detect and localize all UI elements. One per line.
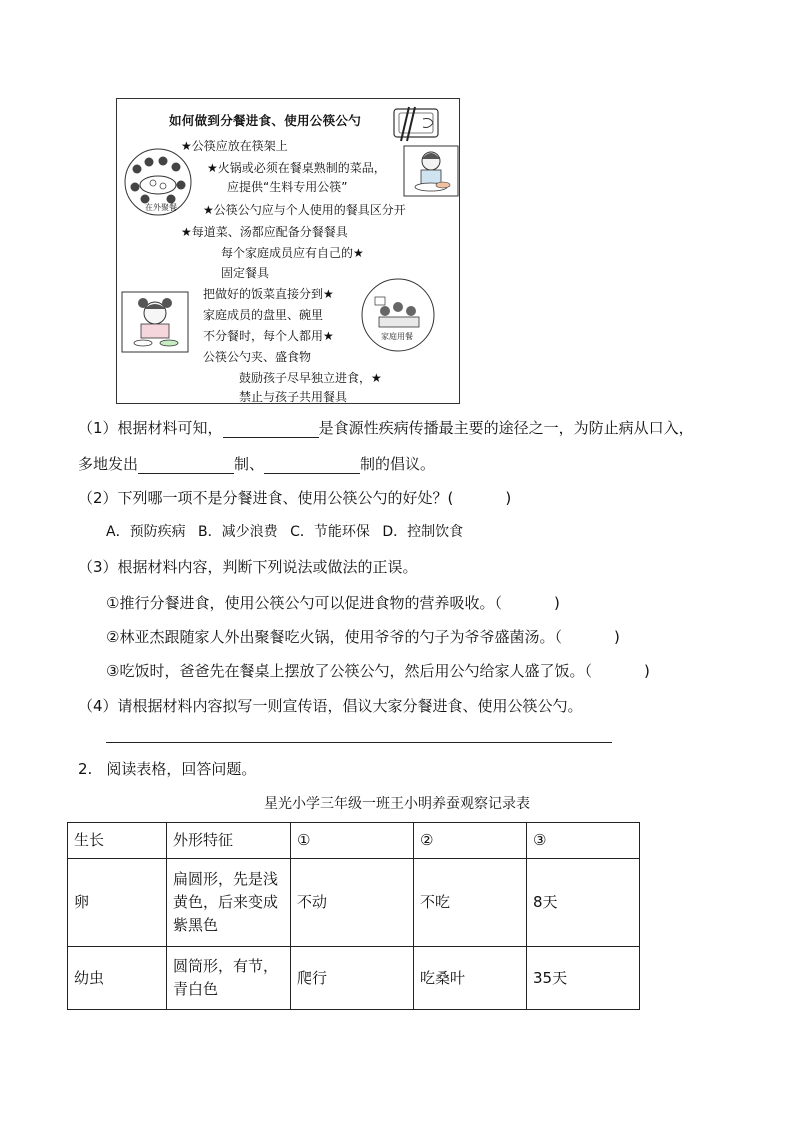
caption-eating-out: 在外聚餐 [145,203,177,212]
poster-line: ★公筷公勺应与个人使用的餐具区分开 [203,203,406,217]
poster-line: 鼓励孩子尽早独立进食，★ [239,371,382,385]
question-3-item-3: ③吃饭时，爸爸先在餐桌上摆放了公筷公勺，然后用公勺给家人盛了饭。（ ) [106,662,650,680]
question-3: （3）根据材料内容，判断下列说法或做法的正误。 [78,558,418,576]
question-2-options [106,521,463,541]
family-dining-illustration [359,277,437,353]
table-header-cell: ② [414,823,527,859]
table-cell: 不吃 [414,859,527,947]
option-b[interactable]: B．减少浪费 [198,524,278,540]
poster-line: ★每道菜、汤都应配备分餐餐具 [181,225,348,239]
answer-blank[interactable] [223,422,319,438]
table-cell: 扁圆形，先是浅黄色，后来变成紫黑色 [167,859,291,947]
poster-title: 如何做到分餐进食、使用公筷公勺 [169,113,362,128]
question-1-line-2: 多地发出 制、 制的倡议。 [78,455,436,473]
child-eating-illustration [403,145,459,197]
question-1-line-1: （1）根据材料可知， 是食源性疾病传播最主要的途径之一，为防止病从口入， [78,419,694,437]
question-2: （2）下列哪一项不是分餐进食、使用公筷公勺的好处？( ) [78,489,512,507]
table-header-cell: ① [291,823,414,859]
poster-line: ★公筷应放在筷架上 [181,139,288,153]
poster-line: 每个家庭成员应有自己的★ [221,246,364,260]
table-cell: 爬行 [291,947,414,1010]
poster-line: 把做好的饭菜直接分到★ [203,287,334,301]
group-dining-illustration [123,147,193,219]
poster-line: 应提供“生料专用公筷” [227,180,348,194]
table-header-cell: ③ [527,823,640,859]
poster-line: 公筷公勺夹、盛食物 [203,350,312,364]
question-3-item-1: ①推行分餐进食，使用公筷公勺可以促进食物的营养吸收。（ ) [106,594,560,612]
poster-line: 家庭成员的盘里、碗里 [203,308,324,322]
table-cell: 8天 [527,859,640,947]
answer-line[interactable] [106,742,612,743]
table-cell: 幼虫 [68,947,167,1010]
option-a[interactable]: A．预防疾病 [106,524,186,540]
poster-line: 禁止与孩子共用餐具 [239,390,348,404]
question-4: （4）请根据材料内容拟写一则宣传语，倡议大家分餐进食、使用公筷公勺。 [78,697,583,715]
table-cell: 吃桑叶 [414,947,527,1010]
option-c[interactable]: C．节能环保 [290,524,370,540]
poster-line: 固定餐具 [221,266,270,280]
poster-line: ★火锅或必须在餐桌熟制的菜品， [207,161,386,175]
answer-blank[interactable] [138,458,234,474]
caption-home-dining: 家庭用餐 [381,332,413,341]
answer-blank[interactable] [264,458,360,474]
table-header-row [68,823,640,859]
question-3-item-2: ②林亚杰跟随家人外出聚餐吃火锅，使用爷爷的勺子为爷爷盛菌汤。（ ) [106,628,620,646]
poster-line: 不分餐时，每个人都用★ [203,329,334,343]
material-poster [116,98,460,404]
table-cell: 卵 [68,859,167,947]
table-header-cell: 外形特征 [167,823,291,859]
table-cell: 圆筒形，有节，青白色 [167,947,291,1010]
option-d[interactable]: D．控制饮食 [382,524,464,540]
chopsticks-icon [391,105,443,143]
table-row [68,947,640,1010]
table-title: 星光小学三年级一班王小明养蚕观察记录表 [264,796,530,812]
section-2-heading: 2. 阅读表格，回答问题。 [78,760,257,778]
table-cell: 不动 [291,859,414,947]
table-row [68,859,640,947]
silkworm-observation-table [67,822,640,1010]
table-header-cell: 生长 [68,823,167,859]
table-cell: 35天 [527,947,640,1010]
girl-eating-illustration [121,291,189,353]
